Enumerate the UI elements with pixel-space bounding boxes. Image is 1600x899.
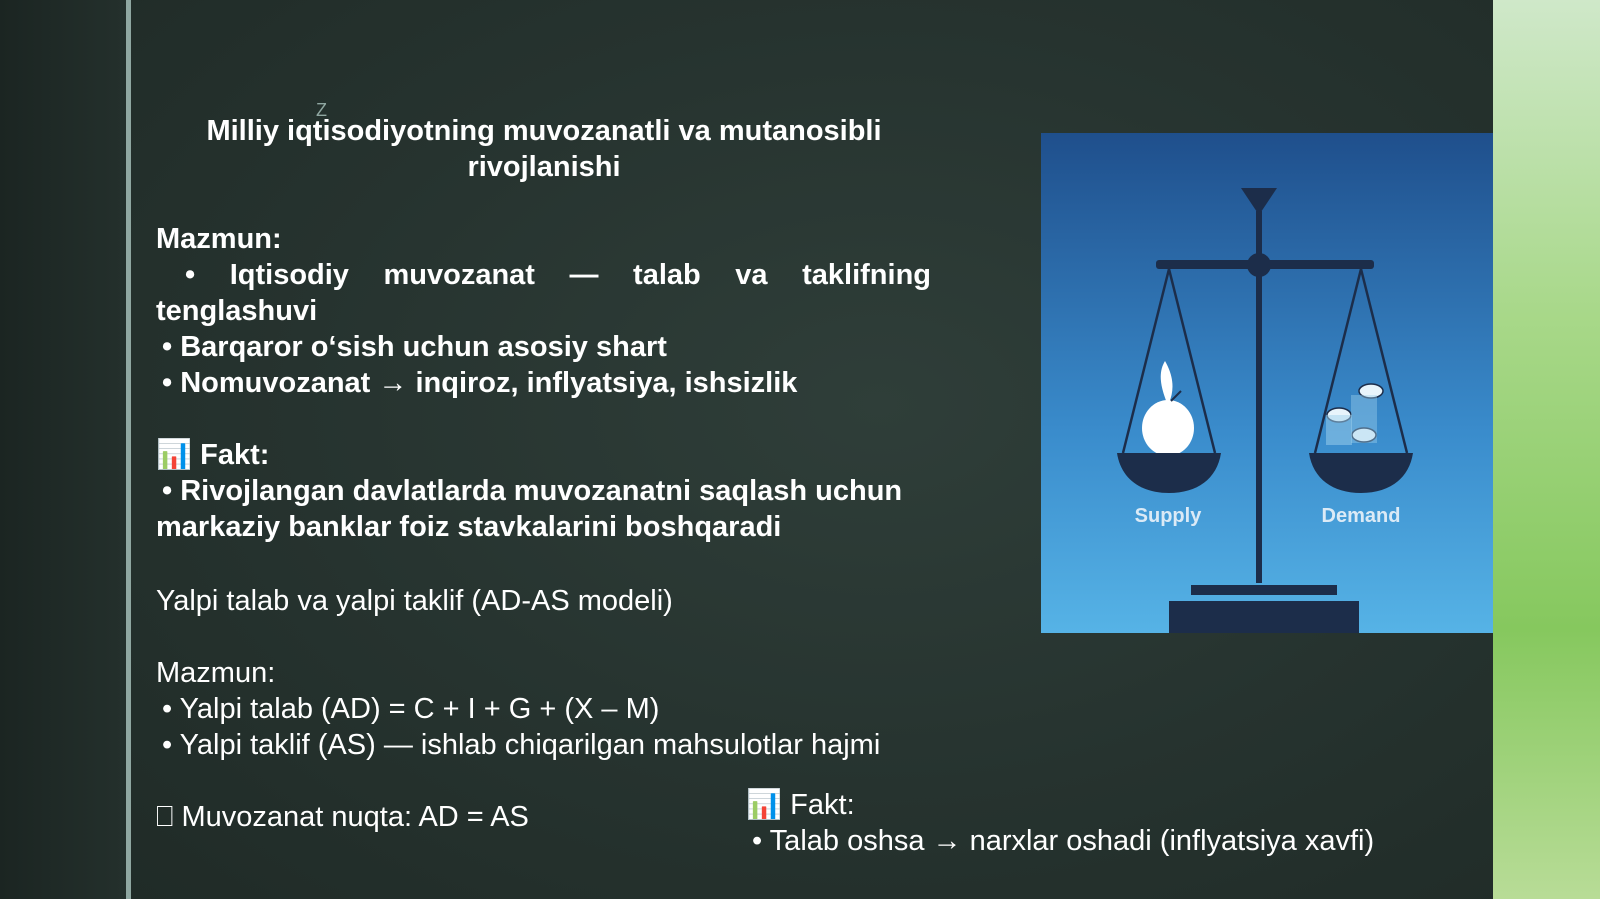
section1-bullet1-line2: tenglashuvi <box>156 295 318 327</box>
supply-label: Supply <box>1134 505 1202 527</box>
fact1-heading: 📊 Fakt: <box>156 439 270 471</box>
equilibrium-point: ⎕ Muvozanat nuqta: AD = AS <box>156 801 529 833</box>
section1-bullet2: • Barqaror o‘sish uchun asosiy shart <box>162 331 667 363</box>
fact1-line1: • Rivojlangan davlatlarda muvozanatni saqlash uchun <box>162 475 903 507</box>
fact2-heading: 📊 Fakt: <box>746 789 855 821</box>
section1-bullet3: • Nomuvozanat → inqiroz, inflyatsiya, ishsizlik <box>162 367 798 399</box>
section2-bullet2: • Yalpi taklif (AS) — ishlab chiqarilgan mahsulotlar hajmi <box>162 729 881 761</box>
fact2-line1: • Talab oshsa → narxlar oshadi (inflyatsiya xavfi) <box>752 825 1375 857</box>
balance-scale-icon <box>1041 133 1493 633</box>
right-decorative-strip <box>1493 0 1600 899</box>
fact1-line2: markaziy banklar foiz stavkalarini boshqaradi <box>156 511 782 543</box>
section2-bullet1: • Yalpi talab (AD) = C + I + G + (X – M) <box>162 693 660 725</box>
section1-bullet1-line1: • Iqtisodiy muvozanat — talab va taklifning <box>185 259 931 291</box>
z-mark: Z <box>316 100 327 120</box>
demand-label: Demand <box>1321 505 1401 527</box>
slide-title: Milliy iqtisodiyotning muvozanatli va mutanosibli rivojlanishi <box>206 115 882 183</box>
section1-heading: Mazmun: <box>156 223 282 255</box>
section2-heading: Mazmun: <box>156 657 276 689</box>
left-background-strip <box>0 0 126 899</box>
section2-subtitle: Yalpi talab va yalpi taklif (AD-AS modeli) <box>156 585 673 617</box>
supply-demand-image <box>1041 133 1493 633</box>
